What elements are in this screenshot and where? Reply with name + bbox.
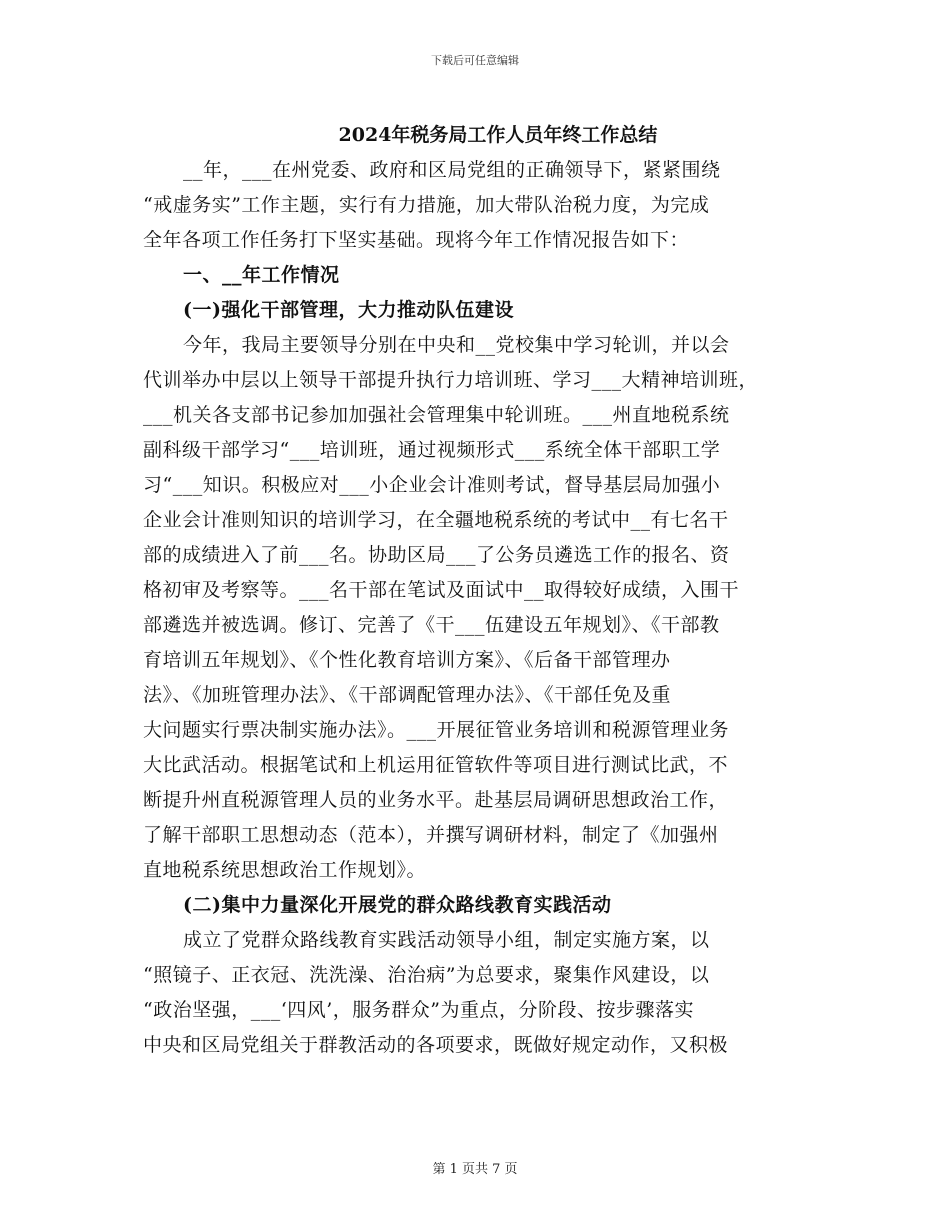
section-heading: (一)强化干部管理，大力推动队伍建设 <box>183 299 514 321</box>
text-line: 了解干部职工思想动态（范本），并撰写调研材料，制定了《加强州 <box>143 824 719 846</box>
text-line: 大问题实行票决制实施办法》。___开展征管业务培训和税源管理业务 <box>143 719 730 741</box>
text-line: “戒虚务实”工作主题，实行有力措施，加大带队治税力度，为完成 <box>143 194 710 216</box>
text-line: “照镜子、正衣冠、洗洗澡、治治病”为总要求，聚集作风建设，以 <box>143 964 710 986</box>
text-line: 部的成绩进入了前___名。协助区局___了公务员遴选工作的报名、资 <box>143 544 730 566</box>
page-header: 下载后可任意编辑 <box>431 54 519 67</box>
text-line: 格初审及考察等。___名干部在笔试及面试中__取得较好成绩，入围干 <box>143 579 740 601</box>
document-title: 2024年税务局工作人员年终工作总结 <box>338 124 658 146</box>
text-line: 成立了党群众路线教育实践活动领导小组，制定实施方案，以 <box>183 929 710 951</box>
text-line: 代训举办中层以上领导干部提升执行力培训班、学习___大精神培训班， <box>143 369 759 391</box>
text-line: 企业会计准则知识的培训学习，在全疆地税系统的考试中__有七名干 <box>143 509 729 531</box>
text-line: 部遴选并被选调。修订、完善了《干___伍建设五年规划》、《干部教 <box>143 614 720 636</box>
text-line: 习“___知识。积极应对___小企业会计准则考试，督导基层局加强小 <box>143 474 721 496</box>
text-line: 断提升州直税源管理人员的业务水平。赴基层局调研思想政治工作， <box>143 789 729 811</box>
text-line: “政治坚强，___‘四风’，服务群众”为重点，分阶段、按步骤落实 <box>143 999 695 1021</box>
section-heading: (二)集中力量深化开展党的群众路线教育实践活动 <box>183 894 612 916</box>
text-line: __年，___在州党委、政府和区局党组的正确领导下，紧紧围绕 <box>183 159 721 181</box>
text-line: 大比武活动。根据笔试和上机运用征管软件等项目进行测试比武，不 <box>143 754 729 776</box>
section-heading: 一、__年工作情况 <box>183 264 340 286</box>
text-line: 中央和区局党组关于群教活动的各项要求，既做好规定动作，又积极 <box>143 1034 729 1056</box>
text-line: 法》、《加班管理办法》、《干部调配管理办法》、《干部任免及重 <box>143 684 672 706</box>
document-paragraphs <box>143 153 823 1063</box>
text-line: 今年，我局主要领导分别在中央和__党校集中学习轮训，并以会 <box>183 334 730 356</box>
text-line: 副科级干部学习“___培训班，通过视频形式___系统全体干部职工学 <box>143 439 721 461</box>
text-line: 直地税系统思想政治工作规划》。 <box>143 859 427 881</box>
document-body <box>143 118 823 1063</box>
text-line: 全年各项工作任务打下坚实基础。现将今年工作情况报告如下： <box>143 229 690 251</box>
text-line: 育培训五年规划》、《个性化教育培训方案》、《后备干部管理办 <box>143 649 671 671</box>
page-number: 第 1 页共 7 页 <box>432 1162 518 1177</box>
text-line: ___机关各支部书记参加加强社会管理集中轮训班。___州直地税系统 <box>143 404 730 426</box>
